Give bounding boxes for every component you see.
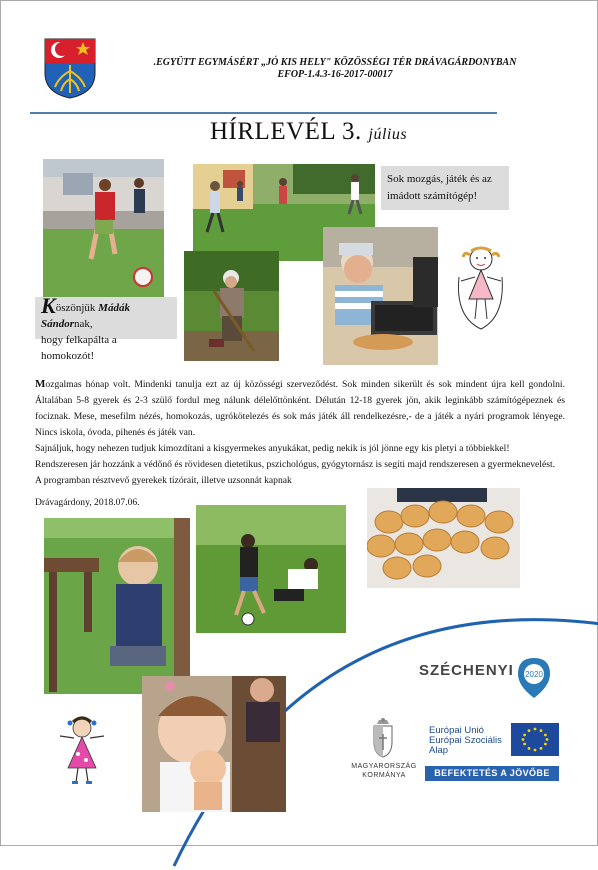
paragraph-4: A programban résztvevő gyerekek tízórait, illetve uzsonnát kapnak bbox=[35, 475, 292, 486]
project-code: EFOP-1.4.3-16-2017-00017 bbox=[277, 69, 393, 80]
eu-line1: Európai Unió bbox=[429, 725, 484, 736]
szechenyi-logo-text: SZÉCHENYI bbox=[419, 662, 514, 679]
paragraph-2: Sajnáljuk, hogy nehezen tudjuk kimozdítani a kisgyermekes anyukákat, pedig nekik is jól jönne egy kis pletyi a többiekkel! bbox=[35, 443, 510, 454]
hungary-crest-icon bbox=[371, 716, 395, 758]
coat-of-arms-logo bbox=[41, 37, 99, 99]
dancing-girl-illustration bbox=[56, 714, 108, 786]
government-label bbox=[349, 762, 419, 780]
caption-games: Sok mozgás, játék és az imádott számítógép! bbox=[381, 166, 509, 210]
szechenyi-year: 2020 bbox=[525, 670, 543, 679]
thanks-name: Mádák Sándor bbox=[41, 302, 130, 330]
photo-girl-football bbox=[43, 159, 164, 300]
title-month: július bbox=[368, 126, 408, 143]
thanks-initial: K bbox=[41, 293, 56, 318]
eu-label bbox=[429, 726, 502, 756]
title-main: HÍRLEVÉL 3. bbox=[210, 118, 362, 145]
government-line2: KORMÁNYA bbox=[362, 772, 406, 779]
photo-boy-computer bbox=[323, 227, 438, 365]
thanks-line2: hogy felkapálta a homokozót! bbox=[41, 334, 117, 362]
szechenyi-pin-icon bbox=[516, 656, 552, 700]
eu-line2: Európai Szociális bbox=[429, 735, 502, 746]
eu-line3: Alap bbox=[429, 745, 449, 756]
eu-flag-icon bbox=[511, 723, 559, 756]
government-line1: MAGYARORSZÁG bbox=[351, 763, 417, 770]
paragraph-initial: M bbox=[35, 378, 46, 390]
paragraph-1-text: ozgalmas hónap volt. Mindenki tanulja ezt az új közösségi szerveződést. Sok minden sikerült és sok mindent újra kell gondolni. Általában 5-8 gyerek és 2-3 szülő fordul meg nálunk délelőttönként. Délután 12-18 gyerek jön, akik leginkább számítógépeznek és fociznak. Mese, mesefilm nézés, homokozás, ugrókötelezés és sok más játék áll rendelkezésre,- de a játék a nyári programok lényege. Nincs iskola, óvoda, pihenés és játék van. bbox=[35, 379, 565, 438]
project-name: .EGYÜTT EGYMÁSÉRT „JÓ KIS HELY" KÖZÖSSÉGI TÉR DRÁVAGÁRDONYBAN bbox=[153, 57, 517, 68]
page-title bbox=[210, 118, 407, 146]
thanks-suffix: nak, bbox=[74, 318, 93, 330]
jump-rope-girl-illustration bbox=[453, 237, 508, 334]
date-line: Drávagárdony, 2018.07.06. bbox=[35, 497, 140, 508]
photo-girl-with-doll bbox=[142, 676, 286, 812]
paragraph-3: Rendszeresen jár hozzánk a védőnő és rövidesen dietetikus, pszichológus, gyógytornász is segíti majd rendszeresen a gyermeknevelést. bbox=[35, 459, 556, 470]
caption-thanks bbox=[35, 293, 177, 362]
body-text bbox=[35, 376, 565, 489]
thanks-text: öszönjük bbox=[55, 302, 99, 314]
photo-toddler-bench bbox=[44, 518, 190, 694]
photo-man-hoeing bbox=[184, 251, 279, 361]
paragraph-1 bbox=[35, 376, 565, 441]
invest-banner: BEFEKTETÉS A JÖVŐBE bbox=[425, 766, 559, 781]
header-divider bbox=[30, 112, 497, 114]
